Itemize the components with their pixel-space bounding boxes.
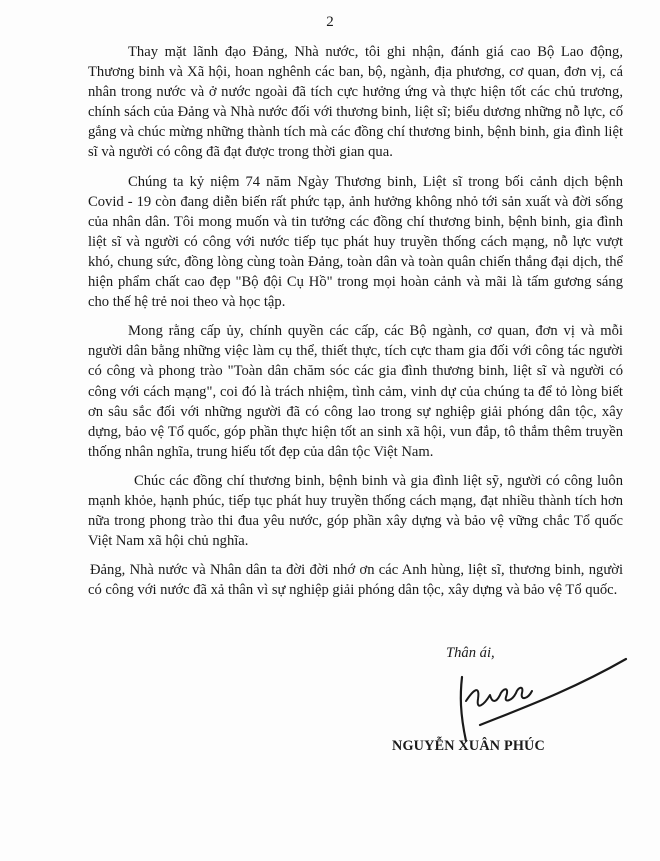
page-number: 2 [326,14,334,30]
paragraph-2: Chúng ta kỷ niệm 74 năm Ngày Thương binh, Liệt sĩ trong bối cảnh dịch bệnh Covid - 19 còn đang diễn biến rất phức tạp, ảnh hưởng không nhỏ tới sản xuất và đời sống của nhân dân. Tôi mong muốn và tin tưởng các đồng chí thương binh, bệnh binh, gia đình liệt sĩ và người có công với nước tiếp tục phát huy truyền thống cách mạng, nỗ lực vượt khó, chung sức, đồng lòng cùng toàn Đảng, toàn dân và toàn quân chiến thắng đại dịch, thể hiện phẩm chất cao đẹp "Bộ đội Cụ Hồ" trong mọi hoàn cảnh và mãi là tấm gương sáng cho thế hệ trẻ noi theo và học tập. [88,173,623,311]
closing-salutation: Thân ái, [446,645,495,661]
paragraph-5: Đảng, Nhà nước và Nhân dân ta đời đời nhớ ơn các Anh hùng, liệt sĩ, thương binh, người có công với nước đã xả thân vì sự nghiệp giải phóng dân tộc, xây dựng và bảo vệ Tổ quốc. [88,562,623,599]
paragraph-4: Chúc các đồng chí thương binh, bệnh binh và gia đình liệt sỹ, người có công luôn mạnh khỏe, hạnh phúc, tiếp tục phát huy truyền thống cách mạng, đạt nhiều thành tích hơn nữa trong phong trào thi đua yêu nước, góp phần xây dựng và bảo vệ vững chắc Tổ quốc Việt Nam xã hội chủ nghĩa. [88,472,623,550]
signature-icon [440,655,640,745]
paragraph-3: Mong rằng cấp ủy, chính quyền các cấp, các Bộ ngành, cơ quan, đơn vị và mỗi người dân bằng những việc làm cụ thể, thiết thực, tích cực tham gia đối với công tác người có công và phong trào "Toàn dân chăm sóc các gia đình thương binh, liệt sĩ và người có công với cách mạng", coi đó là trách nhiệm, tình cảm, vinh dự của chúng ta để tỏ lòng biết ơn sâu sắc đối với những người đã có công lao trong sự nghiệp giải phóng dân tộc, xây dựng, bảo vệ Tổ quốc, góp phần thực hiện tốt an sinh xã hội, vun đắp, tô thắm thêm truyền thống nhân nghĩa, trung hiếu tốt đẹp của dân tộc Việt Nam. [88,323,623,460]
signer-name: NGUYỄN XUÂN PHÚC [392,738,545,754]
paragraph-1: Thay mặt lãnh đạo Đảng, Nhà nước, tôi ghi nhận, đánh giá cao Bộ Lao động, Thương binh và Xã hội, hoan nghênh các ban, bộ, ngành, địa phương, cơ quan, đơn vị, cá nhân trong nước và ở nước ngoài đã tích cực hưởng ứng và thực hiện tốt các chủ trương, chính sách của Đảng và Nhà nước đối với thương binh, liệt sĩ; biểu dương những nỗ lực, cố gắng và chúc mừng những thành tích mà các đồng chí thương binh, bệnh binh, gia đình liệt sĩ và người có công đã đạt được trong thời gian qua. [88,44,623,161]
letter-body [88,42,623,609]
